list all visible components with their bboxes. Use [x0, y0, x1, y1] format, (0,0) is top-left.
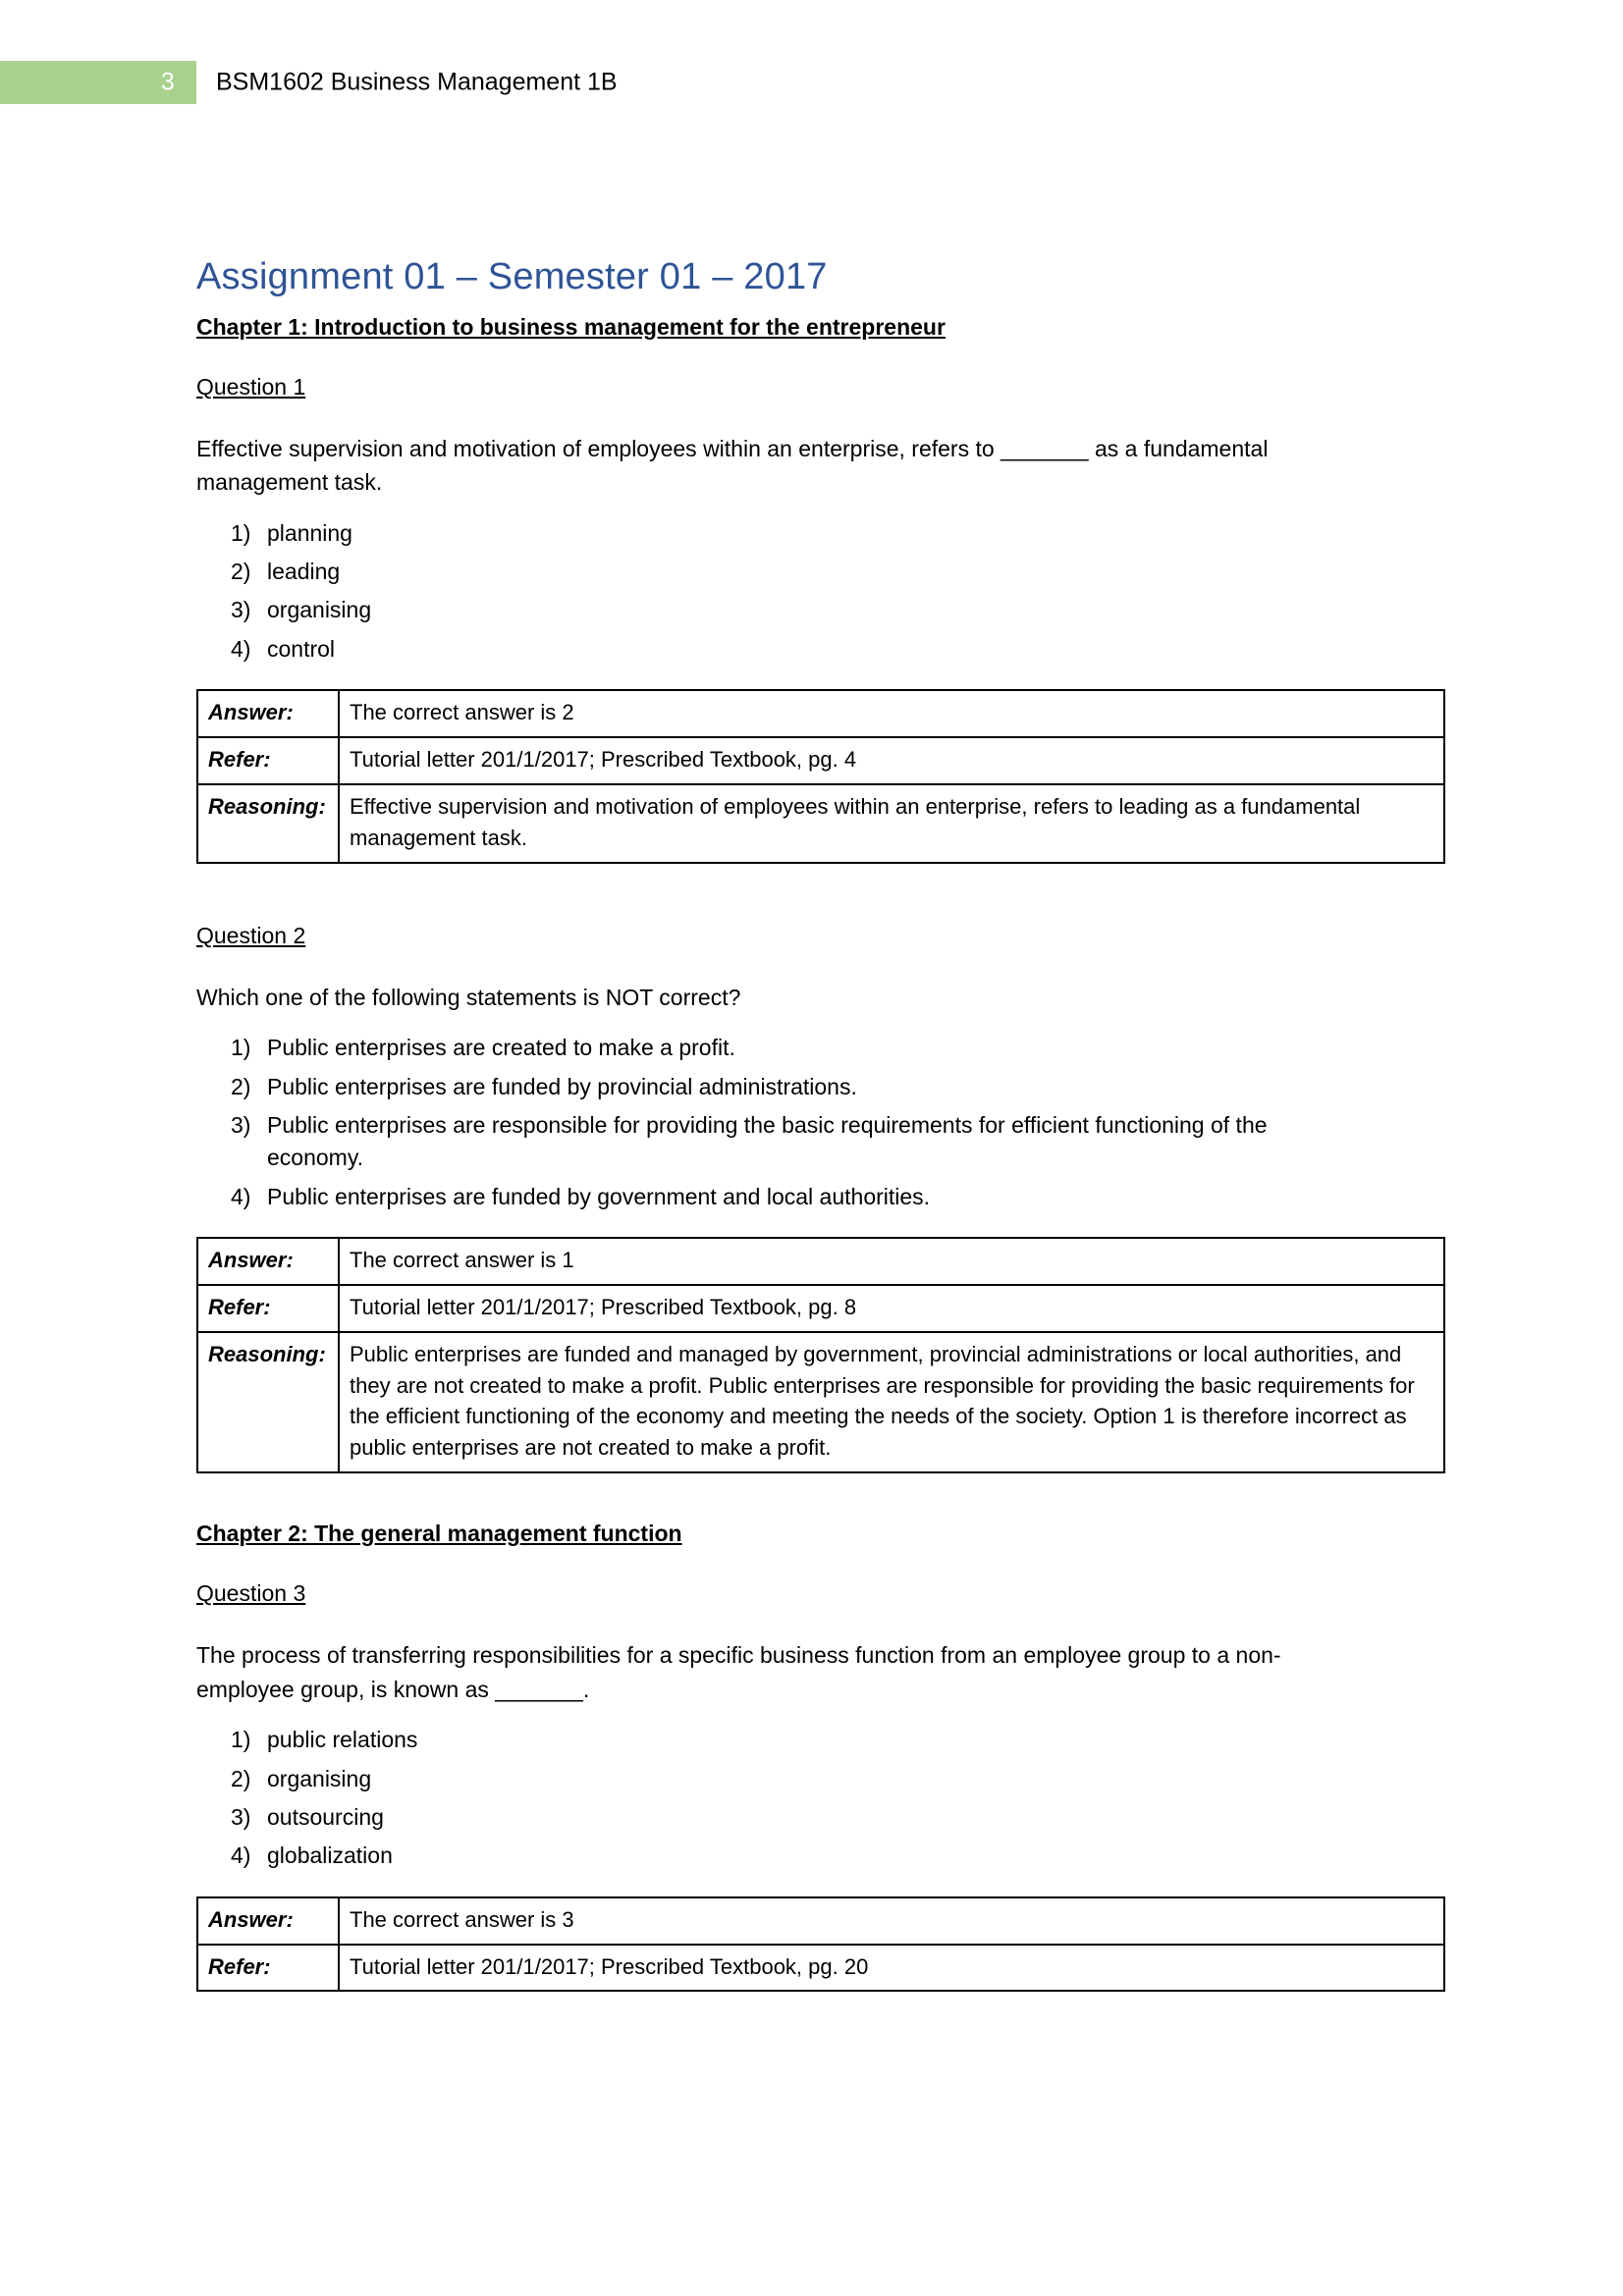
option-label: public relations [267, 1727, 418, 1753]
table-row [197, 1285, 1444, 1332]
answer-value: The correct answer is 1 [339, 1238, 1444, 1285]
option-label: leading [267, 559, 341, 585]
table-row [197, 1332, 1444, 1473]
refer-value: Tutorial letter 201/1/2017; Prescribed Textbook, pg. 8 [339, 1285, 1444, 1332]
option-number: 1) [231, 1035, 251, 1061]
question-label: Question 1 [196, 373, 306, 400]
spacer [196, 874, 1445, 921]
option-label: Public enterprises are funded by provincial administrations. [267, 1073, 857, 1099]
chapter-section-1 [196, 312, 1445, 1474]
table-row [197, 1945, 1444, 1992]
options-list [196, 1724, 1445, 1872]
list-item[interactable] [196, 1840, 1367, 1872]
option-label: control [267, 635, 336, 662]
answer-table [196, 1237, 1445, 1473]
refer-value: Tutorial letter 201/1/2017; Prescribed Textbook, pg. 4 [339, 737, 1444, 784]
option-number: 2) [231, 1765, 251, 1791]
reasoning-value: Effective supervision and motivation of employees within an enterprise, refers to leading as a fundamental management task. [339, 784, 1444, 863]
option-number: 3) [231, 597, 251, 623]
list-item[interactable] [196, 1181, 1367, 1213]
answer-table [196, 689, 1445, 864]
page-header [0, 61, 1623, 104]
refer-label: Refer: [197, 737, 339, 784]
list-item[interactable] [196, 1071, 1367, 1103]
question-block-3 [196, 1578, 1445, 1992]
question-label: Question 2 [196, 922, 306, 948]
option-label: organising [267, 597, 372, 623]
options-list [196, 1032, 1445, 1213]
question-block-1 [196, 372, 1445, 864]
list-item[interactable] [196, 556, 1367, 588]
list-item[interactable] [196, 633, 1367, 666]
option-number: 4) [231, 1842, 251, 1869]
question-text: Which one of the following statements is NOT correct? [196, 984, 741, 1010]
list-item[interactable] [196, 1763, 1367, 1795]
option-number: 1) [231, 1727, 251, 1753]
reasoning-label: Reasoning: [197, 1332, 339, 1473]
answer-value: The correct answer is 3 [339, 1897, 1444, 1945]
list-item[interactable] [196, 1801, 1367, 1834]
list-item[interactable] [196, 1032, 1367, 1064]
refer-label: Refer: [197, 1945, 339, 1992]
options-list [196, 517, 1445, 666]
option-number: 1) [231, 519, 251, 546]
refer-value: Tutorial letter 201/1/2017; Prescribed Textbook, pg. 20 [339, 1945, 1444, 1992]
chapter-heading: Chapter 2: The general management function [196, 1521, 682, 1547]
refer-label: Refer: [197, 1285, 339, 1332]
option-label: globalization [267, 1842, 393, 1869]
table-row [197, 737, 1444, 784]
table-row [197, 1238, 1444, 1285]
page-number-banner [0, 61, 196, 104]
question-block-2 [196, 921, 1445, 1474]
option-number: 4) [231, 1183, 251, 1209]
reasoning-value: Public enterprises are funded and managed by government, provincial administrations or local authorities, and they are not created to make a profit. Public enterprises are responsible for providing the basic requirements for the efficient functioning of the economy and meeting the needs of the society. Option 1 is therefore incorrect as public enterprises are not created to make a profit. [339, 1332, 1444, 1473]
option-number: 2) [231, 559, 251, 585]
option-label: Public enterprises are funded by government and local authorities. [267, 1183, 931, 1209]
list-item[interactable] [196, 517, 1367, 550]
question-text: Effective supervision and motivation of employees within an enterprise, refers to _______ as a fundamental management task. [196, 435, 1269, 496]
table-row [197, 1897, 1444, 1945]
option-number: 3) [231, 1804, 251, 1831]
list-item[interactable] [196, 594, 1367, 626]
option-label: organising [267, 1765, 372, 1791]
page-title: Assignment 01 – Semester 01 – 2017 [196, 256, 828, 297]
question-label: Question 3 [196, 1580, 306, 1607]
option-number: 4) [231, 635, 251, 662]
reasoning-label: Reasoning: [197, 784, 339, 863]
answer-label: Answer: [197, 1238, 339, 1285]
option-label: Public enterprises are created to make a profit. [267, 1035, 735, 1061]
option-label: Public enterprises are responsible for providing the basic requirements for efficient functioning of the economy. [267, 1111, 1268, 1171]
chapter-heading: Chapter 1: Introduction to business management for the entrepreneur [196, 313, 946, 340]
document-body [196, 255, 1445, 2002]
list-item[interactable] [196, 1109, 1367, 1175]
list-item[interactable] [196, 1724, 1367, 1756]
table-row [197, 690, 1444, 737]
option-number: 2) [231, 1073, 251, 1099]
question-text: The process of transferring responsibilities for a specific business function from an employee group to a non-employee group, is known as _______. [196, 1642, 1281, 1702]
answer-value: The correct answer is 2 [339, 690, 1444, 737]
option-label: planning [267, 519, 352, 546]
answer-table [196, 1896, 1445, 1993]
chapter-section-2 [196, 1519, 1445, 1992]
table-row [197, 784, 1444, 863]
option-number: 3) [231, 1111, 251, 1138]
option-label: outsourcing [267, 1804, 384, 1831]
answer-label: Answer: [197, 1897, 339, 1945]
answer-label: Answer: [197, 690, 339, 737]
page-number: 3 [160, 68, 175, 96]
header-course-title: BSM1602 Business Management 1B [216, 68, 618, 96]
